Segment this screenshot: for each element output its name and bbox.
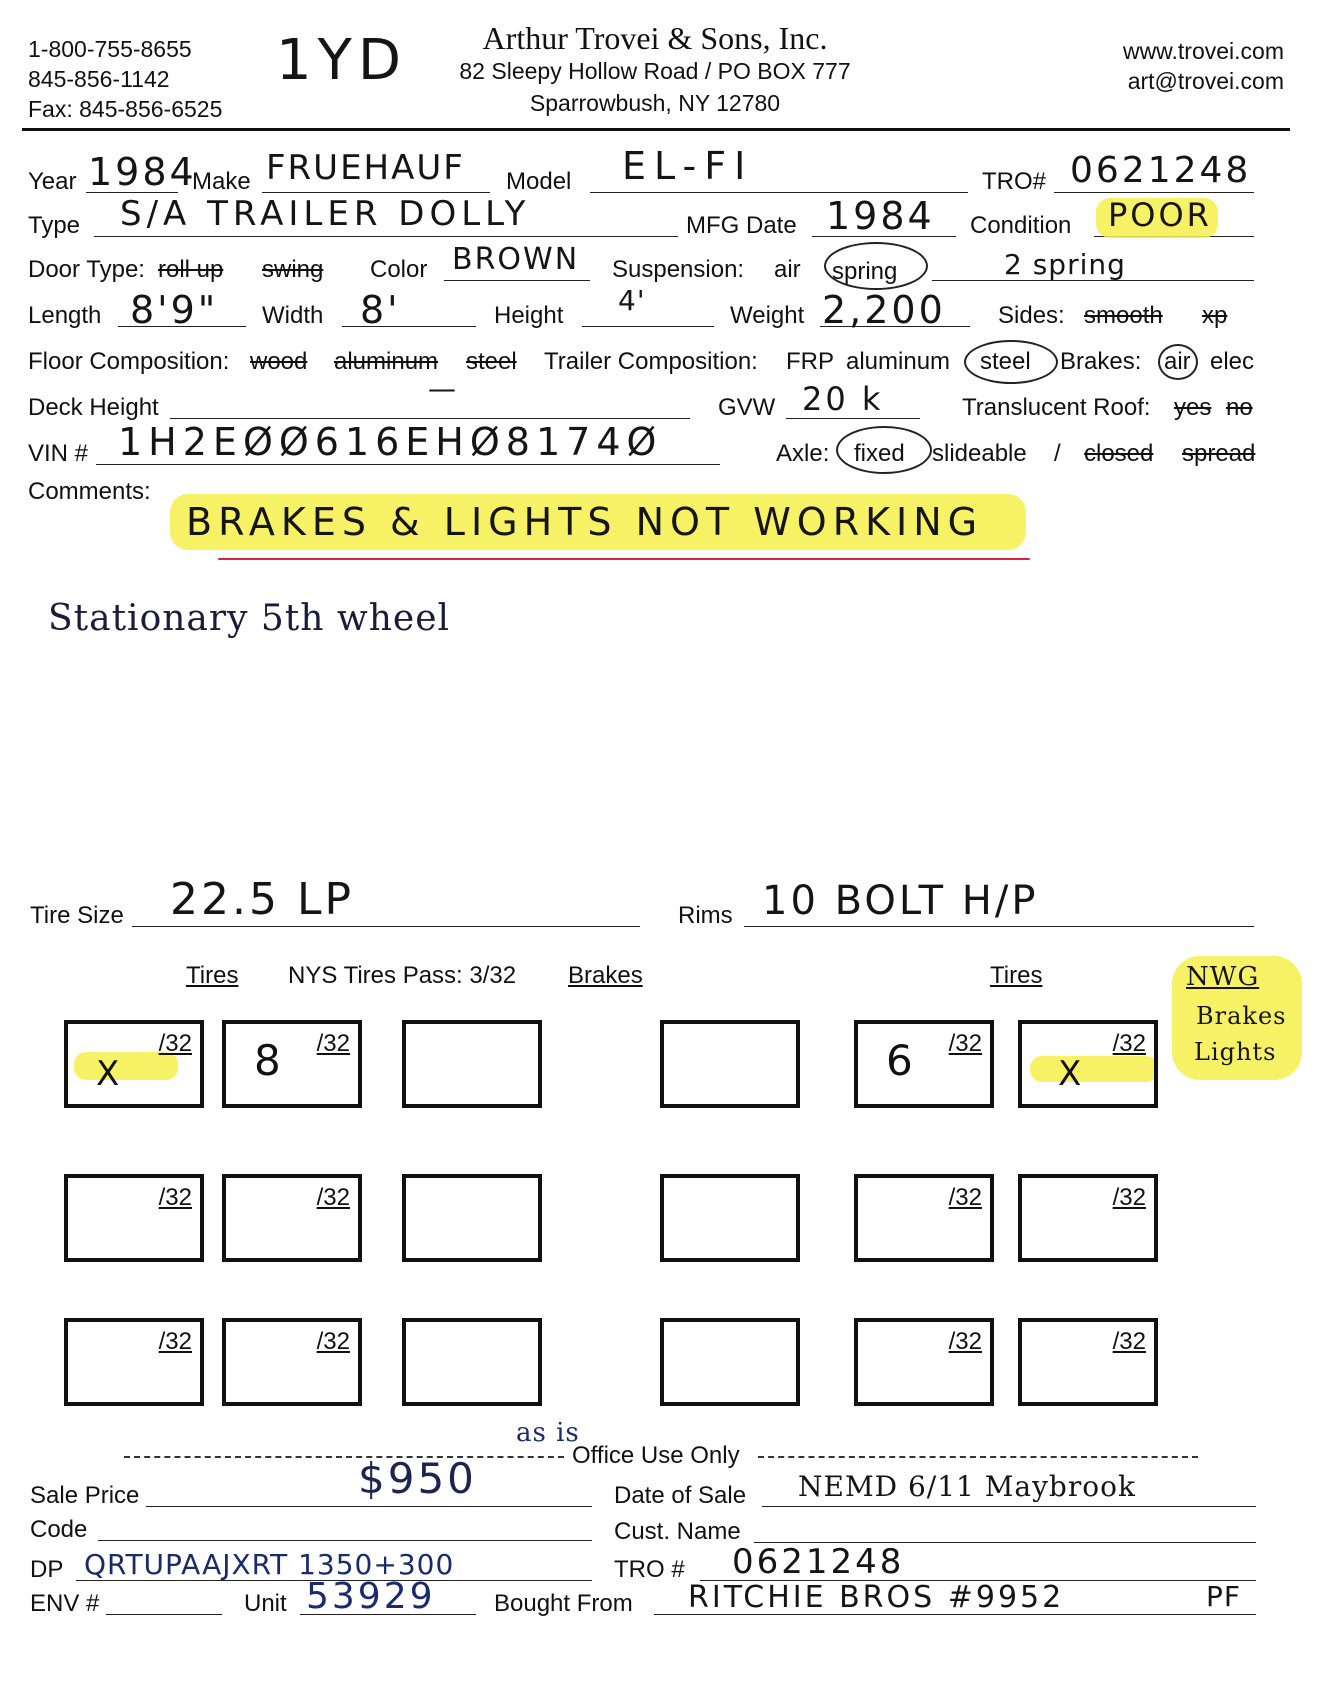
fax-number: Fax: 845-856-6525	[28, 96, 223, 122]
code-label: Code	[30, 1516, 88, 1543]
tread-value: X	[1058, 1054, 1082, 1094]
tread-value: 6	[886, 1036, 913, 1085]
tire-box-right-inner-2[interactable]	[854, 1174, 994, 1262]
type-label: Type	[28, 212, 81, 239]
handwritten-code: 1YD	[276, 28, 407, 93]
tire-box-left-inner-1[interactable]	[222, 1020, 362, 1108]
tire-box-left-outer-1[interactable]	[64, 1020, 204, 1108]
bought-from-value: RITCHIE BROS #9952	[688, 1580, 1065, 1615]
color-label: Color	[370, 256, 428, 283]
floor-comp-label: Floor Composition:	[28, 348, 230, 375]
tire-box-right-outer-2[interactable]	[1018, 1174, 1158, 1262]
bought-from-initials: PF	[1206, 1580, 1241, 1613]
tire-box-right-inner-3[interactable]	[854, 1318, 994, 1406]
translucent-roof-label: Translucent Roof:	[962, 394, 1151, 421]
suspension-spring-option: spring	[832, 258, 898, 285]
mfg-date-label: MFG Date	[686, 212, 797, 239]
tread-fraction: /32	[316, 1328, 350, 1355]
company-email: art@trovei.com	[1127, 68, 1284, 94]
tread-fraction: /32	[1112, 1030, 1146, 1057]
length-label: Length	[28, 302, 102, 329]
unit-value: 53929	[306, 1576, 436, 1617]
deck-height-value: —	[428, 372, 457, 405]
axle-slideable-option: slideable	[932, 440, 1027, 467]
env-label: ENV #	[30, 1590, 100, 1617]
mfg-date-value: 1984	[826, 194, 935, 238]
tro-line	[1054, 192, 1254, 193]
dp-value: QRTUPAAJXRT 1350+300	[84, 1548, 455, 1581]
condition-value: POOR	[1108, 196, 1212, 234]
tires-right-heading: Tires	[990, 962, 1043, 989]
date-of-sale-line	[762, 1506, 1256, 1507]
tro2-value: 0621248	[732, 1542, 905, 1582]
model-line	[590, 192, 968, 193]
suspension-note: 2 spring	[1004, 248, 1126, 281]
tread-fraction: /32	[948, 1328, 982, 1355]
color-value: BROWN	[452, 242, 580, 277]
tire-box-left-inner-3[interactable]	[222, 1318, 362, 1406]
tread-fraction: /32	[948, 1184, 982, 1211]
make-label: Make	[192, 168, 251, 195]
axle-fixed-circle	[836, 426, 932, 474]
bought-from-label: Bought From	[494, 1590, 633, 1617]
axle-fixed-option: fixed	[854, 440, 905, 467]
vin-label: VIN #	[28, 440, 89, 467]
tread-value: X	[96, 1054, 120, 1094]
brakes-heading: Brakes	[568, 962, 643, 989]
office-divider-left	[124, 1456, 564, 1458]
floor-aluminum-option: aluminum	[334, 348, 439, 375]
gvw-line	[786, 418, 920, 419]
tro-label: TRO#	[982, 168, 1047, 195]
as-is-note: as is	[516, 1418, 580, 1448]
brake-box-left-1[interactable]	[402, 1020, 542, 1108]
door-swing-option: swing	[262, 256, 324, 283]
height-label: Height	[494, 302, 564, 329]
comments-label: Comments:	[28, 478, 151, 505]
weight-value: 2,200	[822, 288, 946, 332]
brakes-air-option: air	[1164, 348, 1191, 375]
tread-fraction: /32	[316, 1030, 350, 1057]
phone-2: 845-856-1142	[28, 66, 170, 92]
roof-no-option: no	[1226, 394, 1253, 421]
tread-fraction: /32	[948, 1030, 982, 1057]
condition-label: Condition	[970, 212, 1072, 239]
tire-box-left-outer-2[interactable]	[64, 1174, 204, 1262]
trailer-steel-circle	[964, 340, 1058, 384]
nys-tires-note: NYS Tires Pass: 3/32	[288, 962, 517, 989]
deck-height-line	[170, 418, 690, 419]
comment-line-1: BRAKES & LIGHTS NOT WORKING	[186, 500, 984, 544]
tire-box-right-outer-3[interactable]	[1018, 1318, 1158, 1406]
brake-box-right-1[interactable]	[660, 1020, 800, 1108]
unit-label: Unit	[244, 1590, 287, 1617]
side-note-3: Lights	[1194, 1038, 1277, 1066]
door-type-label: Door Type:	[28, 256, 145, 283]
length-value: 8'9"	[130, 288, 219, 332]
company-address-1: 82 Sleepy Hollow Road / PO BOX 777	[459, 58, 851, 84]
brake-box-left-3[interactable]	[402, 1318, 542, 1406]
model-label: Model	[506, 168, 572, 195]
tire-size-label: Tire Size	[30, 902, 124, 929]
sale-price-value: $950	[358, 1454, 477, 1503]
floor-wood-option: wood	[250, 348, 308, 375]
date-of-sale-label: Date of Sale	[614, 1482, 747, 1509]
tro-value: 0621248	[1070, 150, 1252, 191]
gvw-value: 20 k	[802, 380, 884, 418]
tread-value: 8	[254, 1036, 281, 1085]
rims-value: 10 BOLT H/P	[762, 878, 1039, 924]
company-address-2: Sparrowbush, NY 12780	[529, 90, 781, 116]
rims-label: Rims	[678, 902, 733, 929]
sale-price-line	[146, 1506, 592, 1507]
date-of-sale-value: NEMD 6/11 Maybrook	[798, 1470, 1136, 1503]
width-label: Width	[262, 302, 324, 329]
tire-size-line	[132, 926, 640, 927]
trailer-comp-label: Trailer Composition:	[544, 348, 758, 375]
gvw-label: GVW	[718, 394, 776, 421]
tread-fraction: /32	[1112, 1328, 1146, 1355]
tread-fraction: /32	[158, 1328, 192, 1355]
sides-label: Sides:	[998, 302, 1065, 329]
deck-height-label: Deck Height	[28, 394, 159, 421]
office-use-label: Office Use Only	[572, 1442, 740, 1469]
cust-name-label: Cust. Name	[614, 1518, 741, 1545]
tread-fraction: /32	[1112, 1184, 1146, 1211]
type-value: S/A TRAILER DOLLY	[120, 194, 531, 234]
comment-line-2: Stationary 5th wheel	[48, 598, 451, 639]
suspension-label: Suspension:	[612, 256, 745, 283]
width-value: 8'	[360, 288, 401, 332]
tread-fraction: /32	[316, 1184, 350, 1211]
model-value: EL-FI	[622, 144, 754, 188]
env-line	[106, 1614, 222, 1615]
code-line	[98, 1540, 592, 1541]
axle-label: Axle:	[776, 440, 830, 467]
year-value: 1984	[88, 150, 197, 194]
tire-box-left-outer-3[interactable]	[64, 1318, 204, 1406]
weight-label: Weight	[730, 302, 805, 329]
vin-line	[96, 464, 720, 465]
company-website: www.trovei.com	[1122, 38, 1284, 64]
suspension-spring-circle	[824, 242, 928, 290]
brakes-air-circle	[1158, 344, 1198, 380]
trailer-frp-option: FRP	[786, 348, 834, 375]
company-name: Arthur Trovei & Sons, Inc.	[482, 20, 828, 56]
door-rollup-option: roll up	[158, 256, 224, 283]
brake-box-right-2[interactable]	[660, 1174, 800, 1262]
header-divider	[22, 128, 1290, 131]
sides-xp-option: xp	[1202, 302, 1228, 329]
sale-price-label: Sale Price	[30, 1482, 140, 1509]
office-divider-right	[758, 1456, 1198, 1458]
axle-closed-option: closed	[1084, 440, 1154, 467]
comment-red-underline	[218, 558, 1030, 560]
trailer-steel-option: steel	[980, 348, 1031, 375]
phone-1: 1-800-755-8655	[28, 36, 192, 62]
brakes-elec-option: elec	[1210, 348, 1255, 375]
sides-smooth-option: smooth	[1084, 302, 1163, 329]
floor-steel-option: steel	[466, 348, 517, 375]
tread-fraction: /32	[158, 1184, 192, 1211]
height-line	[582, 326, 714, 327]
suspension-air-option: air	[774, 256, 801, 283]
axle-separator: /	[1054, 440, 1061, 467]
make-value: FRUEHAUF	[266, 148, 465, 188]
color-line	[444, 280, 590, 281]
vin-value: 1H2EØØ616EHØ8174Ø	[118, 420, 663, 464]
tire-box-left-inner-2[interactable]	[222, 1174, 362, 1262]
year-label: Year	[28, 168, 77, 195]
dp-label: DP	[30, 1556, 64, 1583]
make-line	[262, 192, 490, 193]
rims-line	[744, 926, 1254, 927]
tire-box-right-outer-1[interactable]	[1018, 1020, 1158, 1108]
height-value: 4'	[618, 284, 646, 317]
roof-yes-option: yes	[1174, 394, 1212, 421]
tires-left-heading: Tires	[186, 962, 239, 989]
trailer-aluminum-option: aluminum	[846, 348, 951, 375]
brake-box-left-2[interactable]	[402, 1174, 542, 1262]
tire-size-value: 22.5 LP	[170, 874, 355, 925]
axle-spread-option: spread	[1182, 440, 1256, 467]
brake-box-right-3[interactable]	[660, 1318, 800, 1406]
brakes-label: Brakes:	[1060, 348, 1142, 375]
tread-fraction: /32	[158, 1030, 192, 1057]
type-line	[94, 236, 678, 237]
side-note-2: Brakes	[1196, 1002, 1287, 1030]
tro2-label: TRO #	[614, 1556, 685, 1583]
side-note-1: NWG	[1186, 962, 1260, 992]
tire-box-right-inner-1[interactable]	[854, 1020, 994, 1108]
